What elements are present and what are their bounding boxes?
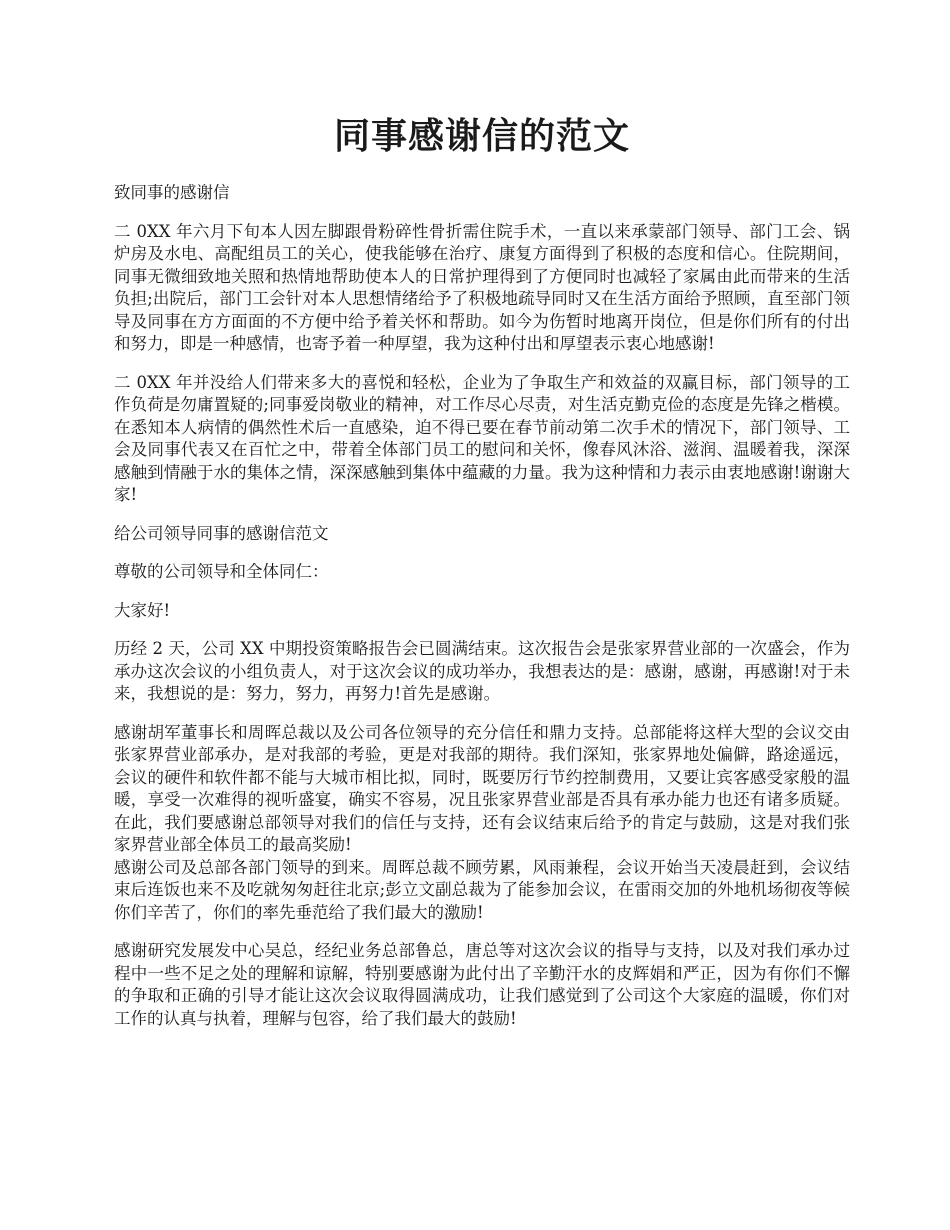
body-paragraph: 二 0XX 年并没给人们带来多大的喜悦和轻松，企业为了争取生产和效益的双赢目标，部门领导的工作负荷是勿庸置疑的;同事爱岗敬业的精神，对工作尽心尽责，对生活克勤克俭的态度是先锋之楷模。在悉知本人病情的偶然性术后一直感染，迫不得已要在春节前动第二次手术的情况下，部门领导、工会及同事代表又在百忙之中，带着全体部门员工的慰问和关怀，像春风沐浴、滋润、温暖着我，深深感触到情融于水的集体之情，深深感触到集体中蕴藏的力量。我为这种情和力表示由衷地感谢!谢谢大家!: [114, 372, 850, 504]
salutation-heading: 致同事的感谢信: [114, 183, 230, 202]
body-paragraph: 感谢胡军董事长和周晖总裁以及公司各位领导的充分信任和鼎力支持。总部能将这样大型的会议交由张家界营业部承办，是对我部的考验，更是对我部的期待。我们深知，张家界地处偏僻，路途遥远，会议的硬件和软件都不能与大城市相比拟，同时，既要厉行节约控制费用，又要让宾客感受家般的温暖，享受一次难得的视听盛宴，确实不容易，况且张家界营业部是否具有承办能力也还有诸多质疑。在此，我们要感谢总部领导对我们的信任与支持，还有会议结束后给予的肯定与鼓励，这是对我们张家界营业部全体员工的最高奖励!: [114, 722, 850, 854]
body-paragraph: 感谢研究发展发中心吴总，经纪业务总部鲁总，唐总等对这次会议的指导与支持，以及对我们承办过程中一些不足之处的理解和谅解，特别要感谢为此付出了辛勤汗水的皮辉娟和严正，因为有你们不懈的争取和正确的引导才能让这次会议取得圆满成功，让我们感觉到了公司这个大家庭的温暖，你们对工作的认真与执着，理解与包容，给了我们最大的鼓励!: [114, 941, 850, 1028]
body-paragraph: 历经 2 天，公司 XX 中期投资策略报告会已圆满结束。这次报告会是张家界营业部的一次盛会，作为承办这次会议的小组负责人，对于这次会议的成功举办，我想表达的是：感谢，感谢，再感谢!对于未来，我想说的是：努力，努力，再努力!首先是感谢。: [114, 639, 850, 703]
greeting-line: 尊敬的公司领导和全体同仁：: [114, 562, 329, 581]
body-paragraph: 二 0XX 年六月下旬本人因左脚跟骨粉碎性骨折需住院手术，一直以来承蒙部门领导、部门工会、锅炉房及水电、高配组员工的关心，使我能够在治疗、康复方面得到了积极的态度和信心。住院期间，同事无微细致地关照和热情地帮助使本人的日常护理得到了方便同时也减轻了家属由此而带来的生活负担;出院后，部门工会针对本人思想情绪给予了积极地疏导同时又在生活方面给予照顾，直至部门领导及同事在方方面面的不方便中给予着关怀和帮助。如今为伤暂时地离开岗位，但是你们所有的付出和努力，即是一种感情，也寄予着一种厚望，我为这种付出和厚望表示衷心地感谢!: [114, 221, 850, 353]
greeting-line: 大家好!: [114, 600, 171, 620]
document-title: 同事感谢信的范文: [333, 115, 630, 157]
document-page: [114, 110, 850, 1046]
body-paragraph: 感谢公司及总部各部门领导的到来。周晖总裁不顾劳累，风雨兼程，会议开始当天凌晨赶到，会议结束后连饭也来不及吃就匆匆赶往北京;彭立文副总裁为了能参加会议，在雷雨交加的外地机场彻夜等候你们辛苦了，你们的率先垂范给了我们最大的激励!: [114, 857, 850, 922]
section-heading: 给公司领导同事的感谢信范文: [114, 523, 329, 543]
